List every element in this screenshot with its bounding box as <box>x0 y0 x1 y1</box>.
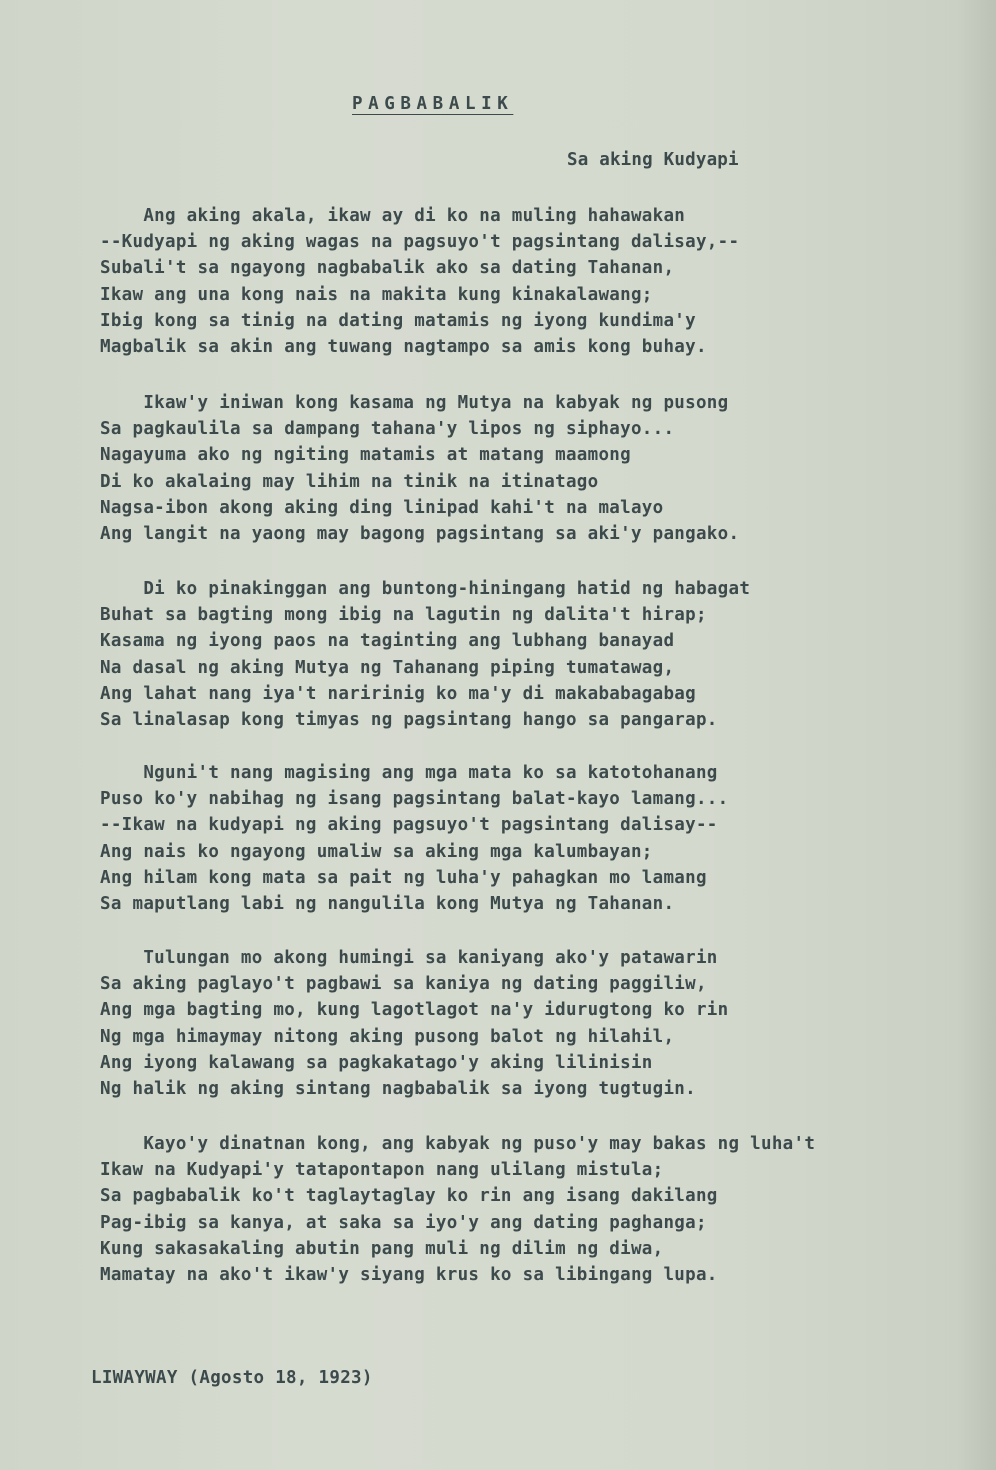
poem-line: Di ko pinakinggan ang buntong-hiningang hatid ng habagat <box>100 579 751 599</box>
poem-line: Sa maputlang labi ng nangulila kong Mutya ng Tahanan. <box>100 893 675 914</box>
stanza-2 <box>100 390 739 547</box>
poem-line: Sa aking paglayo't pagbawi sa kaniya ng dating paggiliw, <box>100 974 707 995</box>
poem-line: Nagayuma ako ng ngiting matamis at matang maamong <box>100 445 631 466</box>
poem-line: Subali't sa ngayong nagbabalik ako sa dating Tahanan, <box>100 258 675 279</box>
poem-line: Tulungan mo akong humingi sa kaniyang ako'y patawarin <box>100 948 718 968</box>
poem-line: Na dasal ng aking Mutya ng Tahanang piping tumatawag, <box>100 657 675 678</box>
poem-line: Ikaw na Kudyapi'y tatapontapon nang ulilang mistula; <box>100 1160 664 1181</box>
stanza-1 <box>100 203 739 360</box>
poem-line: Mamatay na ako't ikaw'y siyang krus ko sa libingang lupa. <box>100 1264 718 1285</box>
poem-line: Pag-ibig sa kanya, at saka sa iyo'y ang dating paghanga; <box>100 1212 707 1233</box>
poem-line: Ang hilam kong mata sa pait ng luha'y pahagkan mo lamang <box>100 867 707 888</box>
poem-line: Ikaw'y iniwan kong kasama ng Mutya na kabyak ng pusong <box>100 393 729 413</box>
page-edge-shadow <box>956 0 996 1470</box>
stanza-3 <box>100 576 750 733</box>
poem-line: --Kudyapi ng aking wagas na pagsuyo't pagsintang dalisay,-- <box>100 232 740 253</box>
poem-line: Ang langit na yaong may bagong pagsintang sa aki'y pangako. <box>100 523 740 544</box>
poem-line: Ang aking akala, ikaw ay di ko na muling hahawakan <box>100 206 686 226</box>
poem-line: Ng halik ng aking sintang nagbabalik sa iyong tugtugin. <box>100 1078 696 1099</box>
poem-line: Nagsa-ibon akong aking ding linipad kahi't na malayo <box>100 497 664 518</box>
poem-line: Buhat sa bagting mong ibig na lagutin ng dalita't hirap; <box>100 605 707 626</box>
poem-line: Ng mga himaymay nitong aking pusong balot ng hilahil, <box>100 1026 675 1047</box>
source-citation: LIWAYWAY (Agosto 18, 1923) <box>91 1368 373 1388</box>
poem-line: Ikaw ang una kong nais na makita kung kinakalawang; <box>100 284 653 305</box>
poem-dedication: Sa aking Kudyapi <box>567 150 739 170</box>
poem-line: --Ikaw na kudyapi ng aking pagsuyo't pagsintang dalisay-- <box>100 815 718 836</box>
poem-line: Puso ko'y nabihag ng isang pagsintang balat-kayo lamang... <box>100 789 729 810</box>
poem-line: Sa linalasap kong timyas ng pagsintang hango sa pangarap. <box>100 709 718 730</box>
poem-line: Nguni't nang magising ang mga mata ko sa katotohanang <box>100 763 718 783</box>
poem-line: Ang nais ko ngayong umaliw sa aking mga kalumbayan; <box>100 841 653 862</box>
poem-title: PAGBABALIK <box>352 94 514 114</box>
stanza-6 <box>100 1131 815 1288</box>
stanza-4 <box>100 760 728 917</box>
poem-line: Ang mga bagting mo, kung lagotlagot na'y idurugtong ko rin <box>100 1000 729 1021</box>
poem-line: Ang iyong kalawang sa pagkakatago'y aking lilinisin <box>100 1052 653 1073</box>
poem-line: Ibig kong sa tinig na dating matamis ng iyong kundima'y <box>100 310 696 331</box>
poem-line: Kasama ng iyong paos na taginting ang lubhang banayad <box>100 631 675 652</box>
poem-line: Ang lahat nang iya't naririnig ko ma'y di makababagabag <box>100 683 696 704</box>
stanza-5 <box>100 945 728 1102</box>
poem-line: Sa pagkaulila sa dampang tahana'y lipos ng siphayo... <box>100 419 675 440</box>
poem-line: Kayo'y dinatnan kong, ang kabyak ng puso'y may bakas ng luha't <box>100 1134 816 1154</box>
poem-line: Kung sakasakaling abutin pang muli ng dilim ng diwa, <box>100 1238 664 1259</box>
poem-line: Di ko akalaing may lihim na tinik na itinatago <box>100 471 599 492</box>
poem-line: Magbalik sa akin ang tuwang nagtampo sa amis kong buhay. <box>100 336 707 357</box>
poem-line: Sa pagbabalik ko't taglaytaglay ko rin ang isang dakilang <box>100 1186 718 1207</box>
